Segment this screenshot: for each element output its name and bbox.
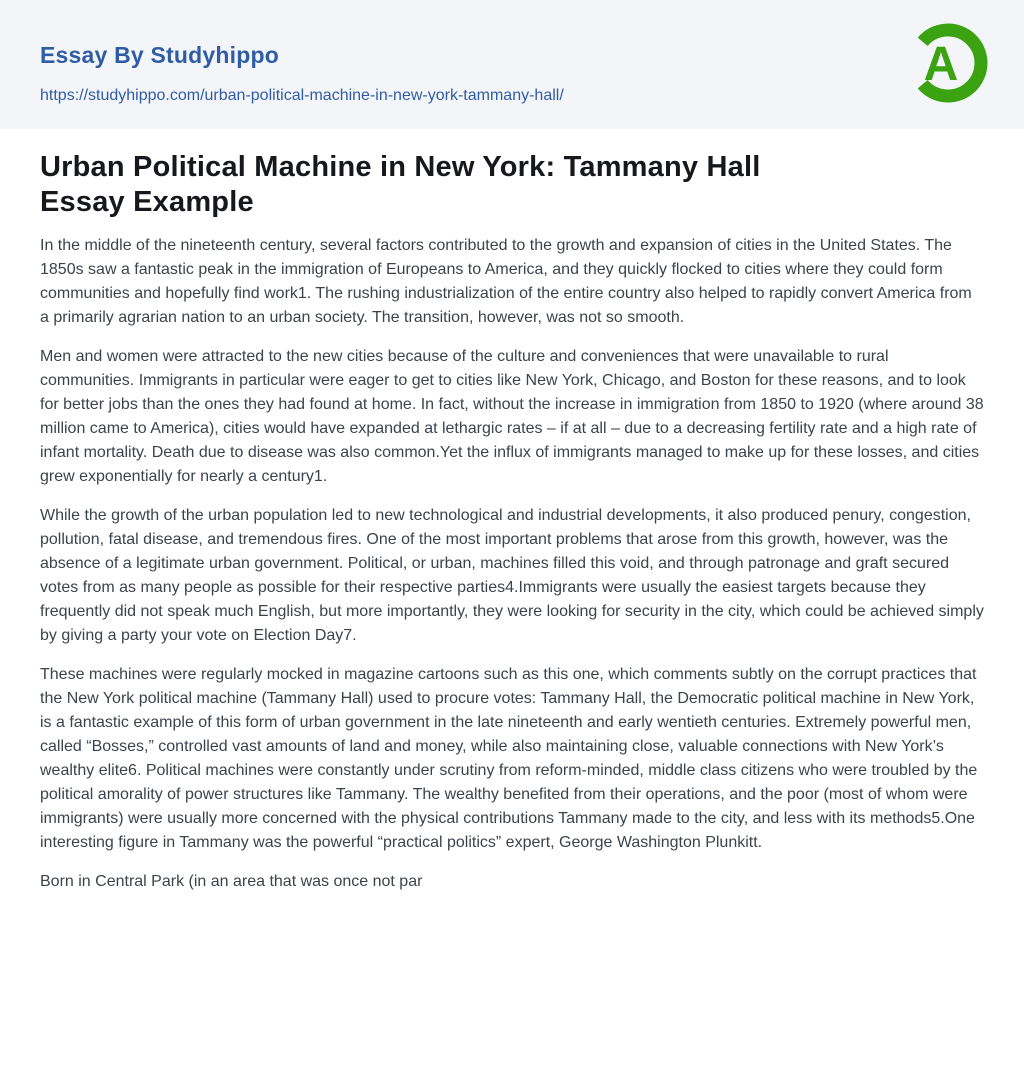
logo-letter: A: [923, 38, 959, 91]
essay-body: [40, 234, 984, 894]
essay-content: [0, 150, 1024, 894]
page-header: [0, 0, 1024, 129]
essay-paragraph: Men and women were attracted to the new cities because of the culture and conveniences that were unavailable to rural communities. Immigrants in particular were eager to get to cities like New York, Chicago, and Boston for these reasons, and to look for better jobs than the ones they had found at home. In fact, without the increase in immigration from 1850 to 1920 (where around 38 million came to America), cities would have expanded at lethargic rates – if at all – due to a decreasing fertility rate and a high rate of infant mortality. Death due to disease was also common.Yet the influx of immigrants managed to make up for these losses, and cities grew exponentially for nearly a century1.: [40, 348, 984, 485]
studyhippo-logo[interactable]: [903, 18, 993, 108]
essay-paragraph: While the growth of the urban population led to new technological and industrial developments, it also produced penury, congestion, pollution, fatal disease, and tremendous fires. One of the most important problems that arose from this growth, however, was the absence of a legitimate urban government. Political, or urban, machines filled this void, and through patronage and graft secured votes from as many people as possible for their respective parties4.Immigrants were usually the easiest targets because they frequently did not speak much English, but more importantly, they were looking for security in the city, which could be achieved simply by giving a party your vote on Election Day7.: [40, 507, 984, 644]
essay-url-link[interactable]: https://studyhippo.com/urban-political-machine-in-new-york-tammany-hall/: [40, 87, 564, 104]
essay-title: Urban Political Machine in New York: Tammany Hall Essay Example: [40, 151, 761, 218]
essay-paragraph: Born in Central Park (in an area that was once not par: [40, 873, 423, 890]
site-byline: Essay By Studyhippo: [40, 42, 279, 68]
essay-paragraph: These machines were regularly mocked in magazine cartoons such as this one, which comments subtly on the corrupt practices that the New York political machine (Tammany Hall) used to procure votes: Tammany Hall, the Democratic political machine in New York, is a fantastic example of this form of urban government in the late nineteenth and early wentieth centuries. Extremely powerful men, called “Bosses,” controlled vast amounts of land and money, while also maintaining close, valuable connections with New York’s wealthy elite6. Political machines were constantly under scrutiny from reform-minded, middle class citizens who were troubled by the political amorality of power structures like Tammany. The wealthy benefited from their operations, and the poor (most of whom were immigrants) were usually more concerned with the physical contributions Tammany made to the city, and less with its methods5.One interesting figure in Tammany was the powerful “practical politics” expert, George Washington Plunkitt.: [40, 666, 978, 851]
essay-paragraph: In the middle of the nineteenth century, several factors contributed to the growth and expansion of cities in the United States. The 1850s saw a fantastic peak in the immigration of Europeans to America, and they quickly flocked to cities where they could form communities and hopefully find work1. The rushing industrialization of the entire country also helped to rapidly convert America from a primarily agrarian nation to an urban society. The transition, however, was not so smooth.: [40, 237, 972, 326]
studyhippo-logo-icon: [903, 18, 993, 108]
